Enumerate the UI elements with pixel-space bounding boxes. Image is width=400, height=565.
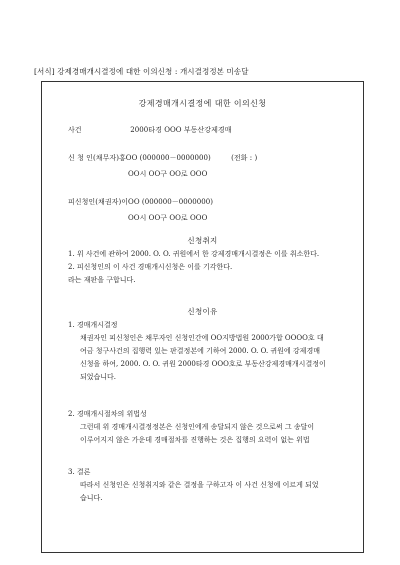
reason-line: 따라서 신청인은 신청취지와 같은 결정을 구하고자 이 사건 신청에 이르게 되었 xyxy=(80,481,319,489)
purpose-heading: 신청취지 xyxy=(187,236,218,245)
reason-line: 그런데 위 경매개시결정정본은 신청인에게 송달되지 않은 것으로써 그 송달이 xyxy=(80,423,315,431)
reason-2 xyxy=(68,408,314,447)
reason-line: 습니다. xyxy=(80,494,103,502)
case-row xyxy=(68,125,232,135)
document-frame xyxy=(41,81,364,553)
page-caption: [서식] 강제경매개시결정에 대한 이의신청 : 개시결정정본 미송달 xyxy=(34,67,249,76)
applicant-label: 신 청 인(채무자)홍OO (000000－0000000) xyxy=(68,154,211,162)
reason-1 xyxy=(68,319,326,384)
reason-line: 신청을 하여, 2000. O. O. 귀원 2000타경 OOO호로 부동산강제경매개시결정이 xyxy=(80,360,326,368)
purpose-line: 1. 위 사건에 관하여 2000. O. O. 귀원에서 한 강제경매개시결정은 이를 취소한다. xyxy=(68,250,320,258)
reason-line: 되었습니다. xyxy=(80,373,117,381)
reason-line: 여금 청구사건의 집행력 있는 판결정본에 기하여 2000. O. O. 귀원에 강제경매 xyxy=(80,347,320,355)
document-title: 강제경매개시결정에 대한 이의신청 xyxy=(138,99,267,108)
case-label: 사건 xyxy=(68,126,82,134)
reason-3 xyxy=(68,466,319,505)
reason-title: 3. 결론 xyxy=(68,468,91,476)
respondent-label: 피신청인(채권자)이OO (000000－0000000) xyxy=(68,198,214,206)
reason-line: 이루어지지 않은 가운데 경매절차를 진행하는 것은 집행의 요력이 없는 위법 xyxy=(80,436,310,444)
reason-title: 1. 경매개시결정 xyxy=(68,321,118,329)
reason-line: 채권자인 피신청인은 채무자인 신청인간에 OO지방법원 2000가합 OOOO호 대 xyxy=(80,334,324,342)
applicant-address: OO시 OO구 OO로 OOO xyxy=(128,170,208,178)
purpose-line: 2. 피신청인의 이 사건 경매개시신청은 이를 기각한다. xyxy=(68,263,233,271)
purpose-list xyxy=(68,248,319,287)
reason-title: 2. 경매개시절차의 위법성 xyxy=(68,410,147,418)
purpose-line: 라는 재판을 구합니다. xyxy=(68,276,136,284)
applicant-phone: (전화 : ) xyxy=(231,154,258,162)
reason-heading: 신청이유 xyxy=(187,307,218,316)
applicant-row xyxy=(68,153,257,163)
respondent-address: OO시 OO구 OO로 OOO xyxy=(128,214,208,222)
case-value: 2000타경 OOO 부동산강제경매 xyxy=(130,126,232,134)
